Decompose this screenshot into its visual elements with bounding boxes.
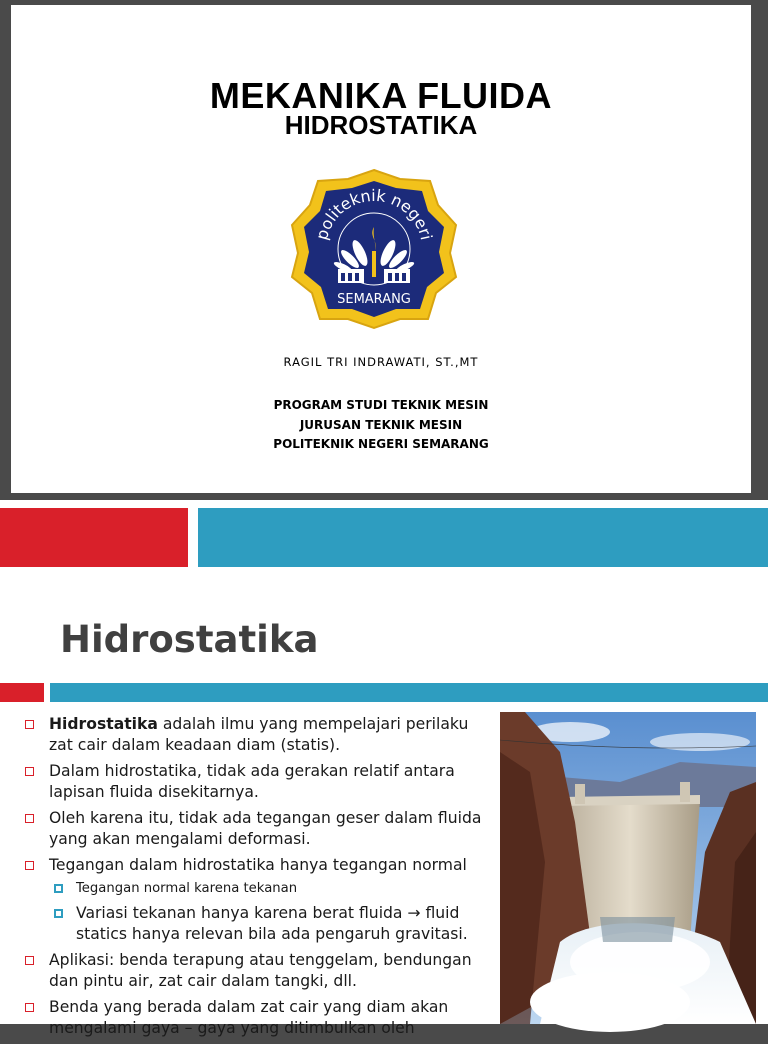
accent-bar-red: [0, 508, 188, 567]
author-name: RAGIL TRI INDRAWATI, ST.,MT: [283, 355, 479, 369]
dam-photo-icon: [500, 712, 756, 1024]
sub-list-item: Variasi tekanan hanya karena berat fluida → fluid statics hanya relevan bila ada pengaruh gravitasi.: [20, 903, 492, 945]
square-bullet-icon: [25, 861, 34, 870]
accent-bar-blue: [198, 508, 768, 567]
list-item: Tegangan dalam hidrostatika hanya tegangan normal: [20, 855, 492, 876]
list-item: Aplikasi: benda terapung atau tenggelam, bendungan dan pintu air, zat cair dalam tangki, dll.: [20, 950, 492, 992]
divider-bar-blue: [50, 683, 768, 702]
bullet-list: [20, 714, 492, 1044]
square-bullet-icon: [25, 1003, 34, 1012]
list-item: Oleh karena itu, tidak ada tegangan geser dalam fluida yang akan mengalami deformasi.: [20, 808, 492, 850]
square-sub-bullet-icon: [54, 909, 63, 918]
list-item: Benda yang berada dalam zat cair yang diam akan mengalami gaya – gaya yang ditimbulkan oleh: [20, 997, 492, 1039]
svg-text:politeknik negeri: politeknik negeri: [311, 185, 437, 242]
sub-list-item: Tegangan normal karena tekanan: [20, 878, 492, 899]
dept-line-1: PROGRAM STUDI TEKNIK MESIN: [273, 398, 489, 412]
list-item: Dalam hidrostatika, tidak ada gerakan relatif antara lapisan fluida disekitarnya.: [20, 761, 492, 803]
slide-heading: Hidrostatika: [60, 618, 319, 661]
square-bullet-icon: [25, 814, 34, 823]
slide-subtitle: HIDROSTATIKA: [284, 110, 478, 140]
dept-line-3: POLITEKNIK NEGERI SEMARANG: [273, 437, 489, 451]
list-item: Hidrostatika adalah ilmu yang mempelajari perilaku zat cair dalam keadaan diam (statis).: [20, 714, 492, 756]
square-bullet-icon: [25, 956, 34, 965]
polines-logo-icon: [288, 167, 460, 331]
square-bullet-icon: [25, 767, 34, 776]
slide-title: MEKANIKA FLUIDA: [209, 75, 553, 116]
divider-bar-red: [0, 683, 44, 702]
title-slide: [11, 5, 751, 493]
content-slide: [0, 500, 768, 1037]
svg-text:SEMARANG: SEMARANG: [337, 292, 411, 307]
square-sub-bullet-icon: [54, 884, 63, 893]
dept-line-2: JURUSAN TEKNIK MESIN: [299, 418, 463, 432]
square-bullet-icon: [25, 720, 34, 729]
